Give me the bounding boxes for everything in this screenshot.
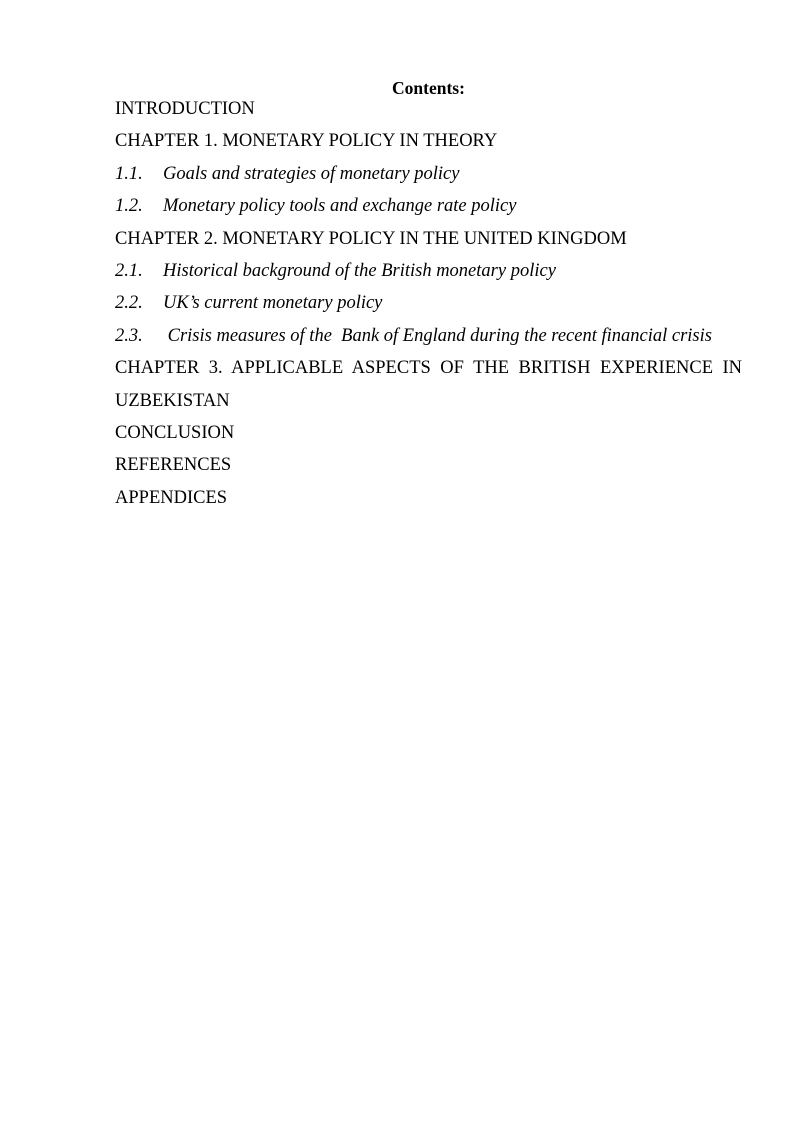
toc-entry-text: APPENDICES [115, 487, 228, 508]
toc-entry-chapter-3-continued [115, 389, 742, 421]
toc-entry-text: Goals and strategies of monetary policy [163, 163, 460, 184]
toc-entry-conclusion [115, 421, 742, 453]
toc-entry-appendices [115, 486, 742, 518]
table-of-contents [115, 97, 742, 518]
toc-entry-text: INTRODUCTION [115, 99, 255, 119]
toc-entry-text: CHAPTER 3. APPLICABLE ASPECTS OF THE BRITISH EXPERIENCE IN [115, 358, 742, 379]
toc-entry-chapter-3 [115, 356, 742, 388]
toc-entry-text: Crisis measures of the Bank of England during the recent financial crisis [163, 325, 712, 346]
toc-entry-number: 1.1. [115, 163, 143, 184]
toc-entry-chapter-1 [115, 129, 742, 161]
toc-entry-text: Historical background of the British monetary policy [163, 260, 556, 281]
toc-entry-text: CHAPTER 2. MONETARY POLICY IN THE UNITED KINGDOM [115, 228, 627, 249]
toc-entry-text: CHAPTER 1. MONETARY POLICY IN THEORY [115, 131, 498, 152]
toc-entry-section-2-2 [115, 291, 742, 323]
toc-entry-text: REFERENCES [115, 455, 232, 476]
toc-entry-section-2-3 [115, 324, 742, 356]
toc-entry-chapter-2 [115, 227, 742, 259]
toc-entry-introduction [115, 97, 742, 129]
toc-entry-number: 2.3. [115, 325, 143, 346]
toc-entry-number: 2.2. [115, 293, 143, 314]
toc-entry-section-2-1 [115, 259, 742, 291]
toc-entry-text: UK’s current monetary policy [163, 293, 383, 314]
toc-entry-references [115, 453, 742, 485]
toc-entry-number: 1.2. [115, 196, 143, 217]
toc-entry-number: 2.1. [115, 260, 143, 281]
contents-heading: Contents: [392, 78, 465, 98]
toc-entry-section-1-1 [115, 162, 742, 194]
toc-entry-text: UZBEKISTAN [115, 390, 230, 411]
toc-entry-text: CONCLUSION [115, 422, 235, 443]
toc-entry-section-1-2 [115, 194, 742, 226]
toc-entry-text: Monetary policy tools and exchange rate policy [163, 196, 517, 217]
